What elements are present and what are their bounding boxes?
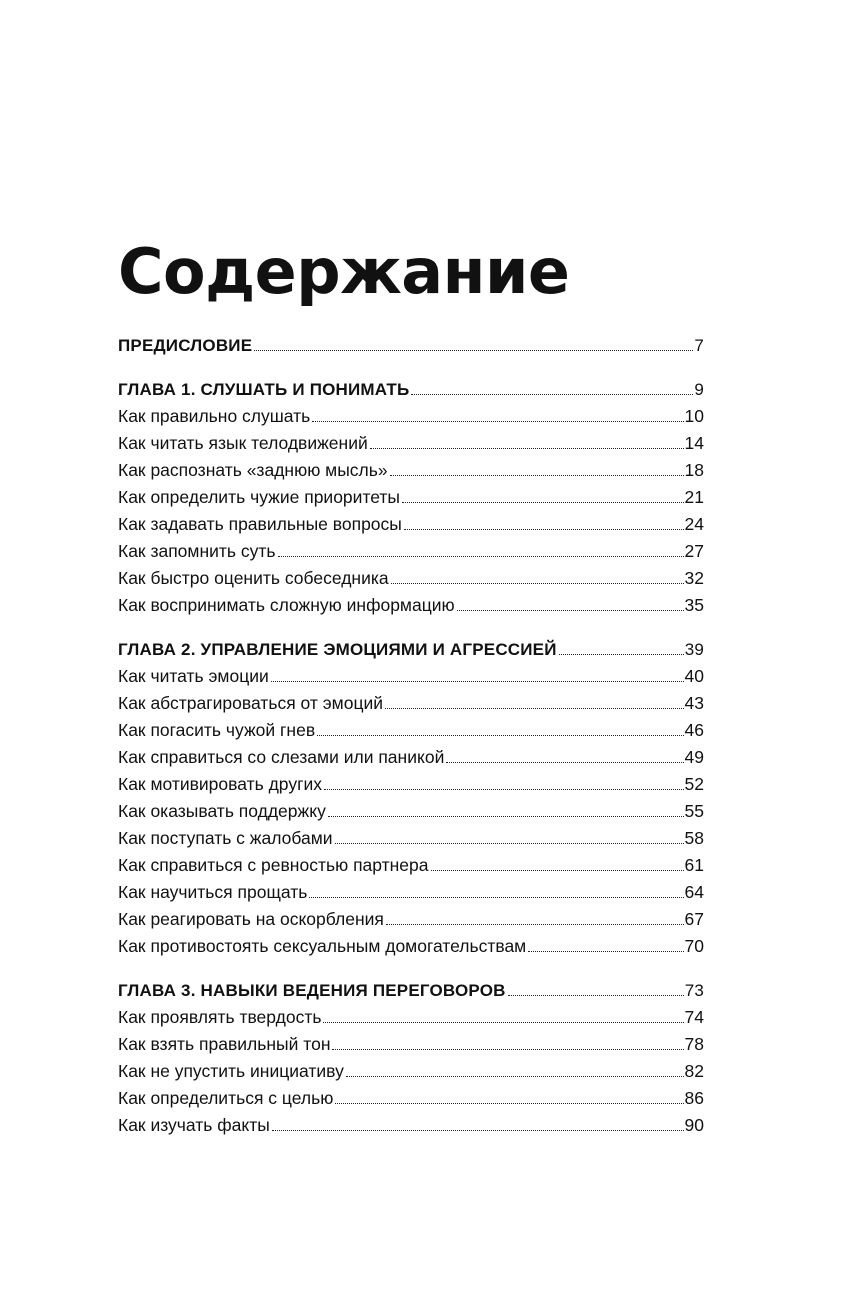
toc-entry-page-number: 52: [684, 774, 704, 794]
toc-section-entry: [118, 1058, 704, 1085]
toc-section-entry: [118, 403, 704, 430]
toc-entry-label: Как научиться прощать: [118, 882, 308, 902]
toc-entry-label: Как справиться с ревностью партнера: [118, 855, 429, 875]
dot-leader: [390, 475, 684, 476]
toc-entry-label: Как оказывать поддержку: [118, 801, 326, 821]
toc-section-entry: [118, 484, 704, 511]
toc-entry-page-number: 73: [684, 981, 704, 1000]
toc-entry-label: Как читать язык телодвижений: [118, 433, 368, 453]
dot-leader: [402, 502, 684, 503]
toc-entry-page-number: 78: [684, 1034, 704, 1054]
toc-entry-page-number: 40: [684, 666, 704, 686]
toc-entry-label: ГЛАВА 2. УПРАВЛЕНИЕ ЭМОЦИЯМИ И АГРЕССИЕЙ: [118, 640, 557, 659]
dot-leader: [404, 529, 684, 530]
toc-entry-label: ГЛАВА 3. НАВЫКИ ВЕДЕНИЯ ПЕРЕГОВОРОВ: [118, 981, 506, 1000]
toc-section-entry: [118, 511, 704, 538]
toc-entry-page-number: 55: [684, 801, 704, 821]
table-of-contents: [118, 332, 704, 1139]
toc-section-entry: [118, 717, 704, 744]
dot-leader: [312, 421, 683, 422]
toc-entry-page-number: 74: [684, 1007, 704, 1027]
dot-leader: [328, 816, 684, 817]
toc-entry-label: Как задавать правильные вопросы: [118, 514, 402, 534]
dot-leader: [335, 1103, 683, 1104]
toc-section-entry: [118, 798, 704, 825]
toc-entry-label: Как определить чужие приоритеты: [118, 487, 401, 507]
toc-entry-page-number: 35: [684, 595, 704, 615]
dot-leader: [431, 870, 684, 871]
toc-entry-label: ПРЕДИСЛОВИЕ: [118, 336, 253, 355]
toc-entry-label: Как проявлять твердость: [118, 1007, 322, 1027]
toc-entry-page-number: 86: [684, 1088, 704, 1108]
toc-entry-page-number: 67: [684, 909, 704, 929]
toc-section-entry: [118, 565, 704, 592]
toc-section-entry: [118, 1085, 704, 1112]
toc-entry-label: Как изучать факты: [118, 1115, 270, 1135]
dot-leader: [528, 951, 683, 952]
toc-entry-label: Как читать эмоции: [118, 666, 269, 686]
toc-section-entry: [118, 592, 704, 619]
dot-leader: [411, 394, 693, 395]
toc-entry-page-number: 7: [694, 336, 704, 355]
toc-entry-label: Как определиться с целью: [118, 1088, 334, 1108]
toc-section-entry: [118, 1004, 704, 1031]
dot-leader: [272, 1130, 684, 1131]
toc-entry-label: Как правильно слушать: [118, 406, 311, 426]
page-title: Содержание: [118, 235, 570, 308]
dot-leader: [335, 843, 684, 844]
toc-entry-page-number: 58: [684, 828, 704, 848]
toc-entry-label: Как мотивировать других: [118, 774, 323, 794]
toc-section-entry: [118, 690, 704, 717]
toc-chapter-entry: [118, 376, 704, 403]
toc-entry-page-number: 9: [694, 380, 704, 399]
dot-leader: [559, 654, 684, 655]
toc-chapter-entry: [118, 977, 704, 1004]
toc-entry-page-number: 10: [684, 406, 704, 426]
dot-leader: [254, 350, 693, 351]
dot-leader: [508, 995, 684, 996]
toc-entry-page-number: 39: [684, 640, 704, 659]
toc-entry-page-number: 49: [684, 747, 704, 767]
toc-section-entry: [118, 538, 704, 565]
dot-leader: [271, 681, 684, 682]
toc-section-entry: [118, 879, 704, 906]
toc-section-entry: [118, 852, 704, 879]
dot-leader: [332, 1049, 683, 1050]
toc-section-entry: [118, 1031, 704, 1058]
toc-page: [118, 236, 704, 1139]
toc-chapter-entry: [118, 332, 704, 359]
dot-leader: [324, 789, 684, 790]
dot-leader: [309, 897, 683, 898]
dot-leader: [370, 448, 684, 449]
toc-entry-page-number: 21: [684, 487, 704, 507]
dot-leader: [391, 583, 684, 584]
toc-entry-page-number: 82: [684, 1061, 704, 1081]
toc-entry-label: Как поступать с жалобами: [118, 828, 333, 848]
toc-entry-page-number: 18: [684, 460, 704, 480]
dot-leader: [346, 1076, 684, 1077]
toc-entry-page-number: 70: [684, 936, 704, 956]
toc-entry-label: Как реагировать на оскорбления: [118, 909, 384, 929]
toc-entry-page-number: 64: [684, 882, 704, 902]
dot-leader: [317, 735, 683, 736]
toc-entry-page-number: 32: [684, 568, 704, 588]
toc-entry-label: Как запомнить суть: [118, 541, 276, 561]
toc-entry-label: Как справиться со слезами или паникой: [118, 747, 445, 767]
toc-entry-label: Как взять правильный тон: [118, 1034, 331, 1054]
toc-section-entry: [118, 771, 704, 798]
dot-leader: [385, 708, 684, 709]
toc-entry-label: Как воспринимать сложную информацию: [118, 595, 455, 615]
toc-entry-label: Как не упустить инициативу: [118, 1061, 344, 1081]
toc-entry-page-number: 46: [684, 720, 704, 740]
toc-section-entry: [118, 933, 704, 960]
dot-leader: [278, 556, 684, 557]
toc-entry-page-number: 90: [684, 1115, 704, 1135]
toc-entry-label: Как быстро оценить собеседника: [118, 568, 389, 588]
dot-leader: [386, 924, 684, 925]
toc-entry-page-number: 27: [684, 541, 704, 561]
dot-leader: [323, 1022, 683, 1023]
toc-entry-label: Как распознать «заднюю мысль»: [118, 460, 388, 480]
toc-section-entry: [118, 744, 704, 771]
dot-leader: [446, 762, 683, 763]
toc-entry-label: Как абстрагироваться от эмоций: [118, 693, 384, 713]
toc-entry-label: Как погасить чужой гнев: [118, 720, 316, 740]
toc-entry-page-number: 24: [684, 514, 704, 534]
toc-section-entry: [118, 663, 704, 690]
toc-section-entry: [118, 1112, 704, 1139]
toc-section-entry: [118, 825, 704, 852]
toc-section-entry: [118, 430, 704, 457]
toc-section-entry: [118, 906, 704, 933]
toc-chapter-entry: [118, 636, 704, 663]
toc-entry-page-number: 43: [684, 693, 704, 713]
toc-section-entry: [118, 457, 704, 484]
toc-entry-page-number: 61: [684, 855, 704, 875]
toc-entry-label: Как противостоять сексуальным домогательствам: [118, 936, 527, 956]
toc-entry-label: ГЛАВА 1. СЛУШАТЬ И ПОНИМАТЬ: [118, 380, 410, 399]
dot-leader: [457, 610, 684, 611]
toc-entry-page-number: 14: [684, 433, 704, 453]
